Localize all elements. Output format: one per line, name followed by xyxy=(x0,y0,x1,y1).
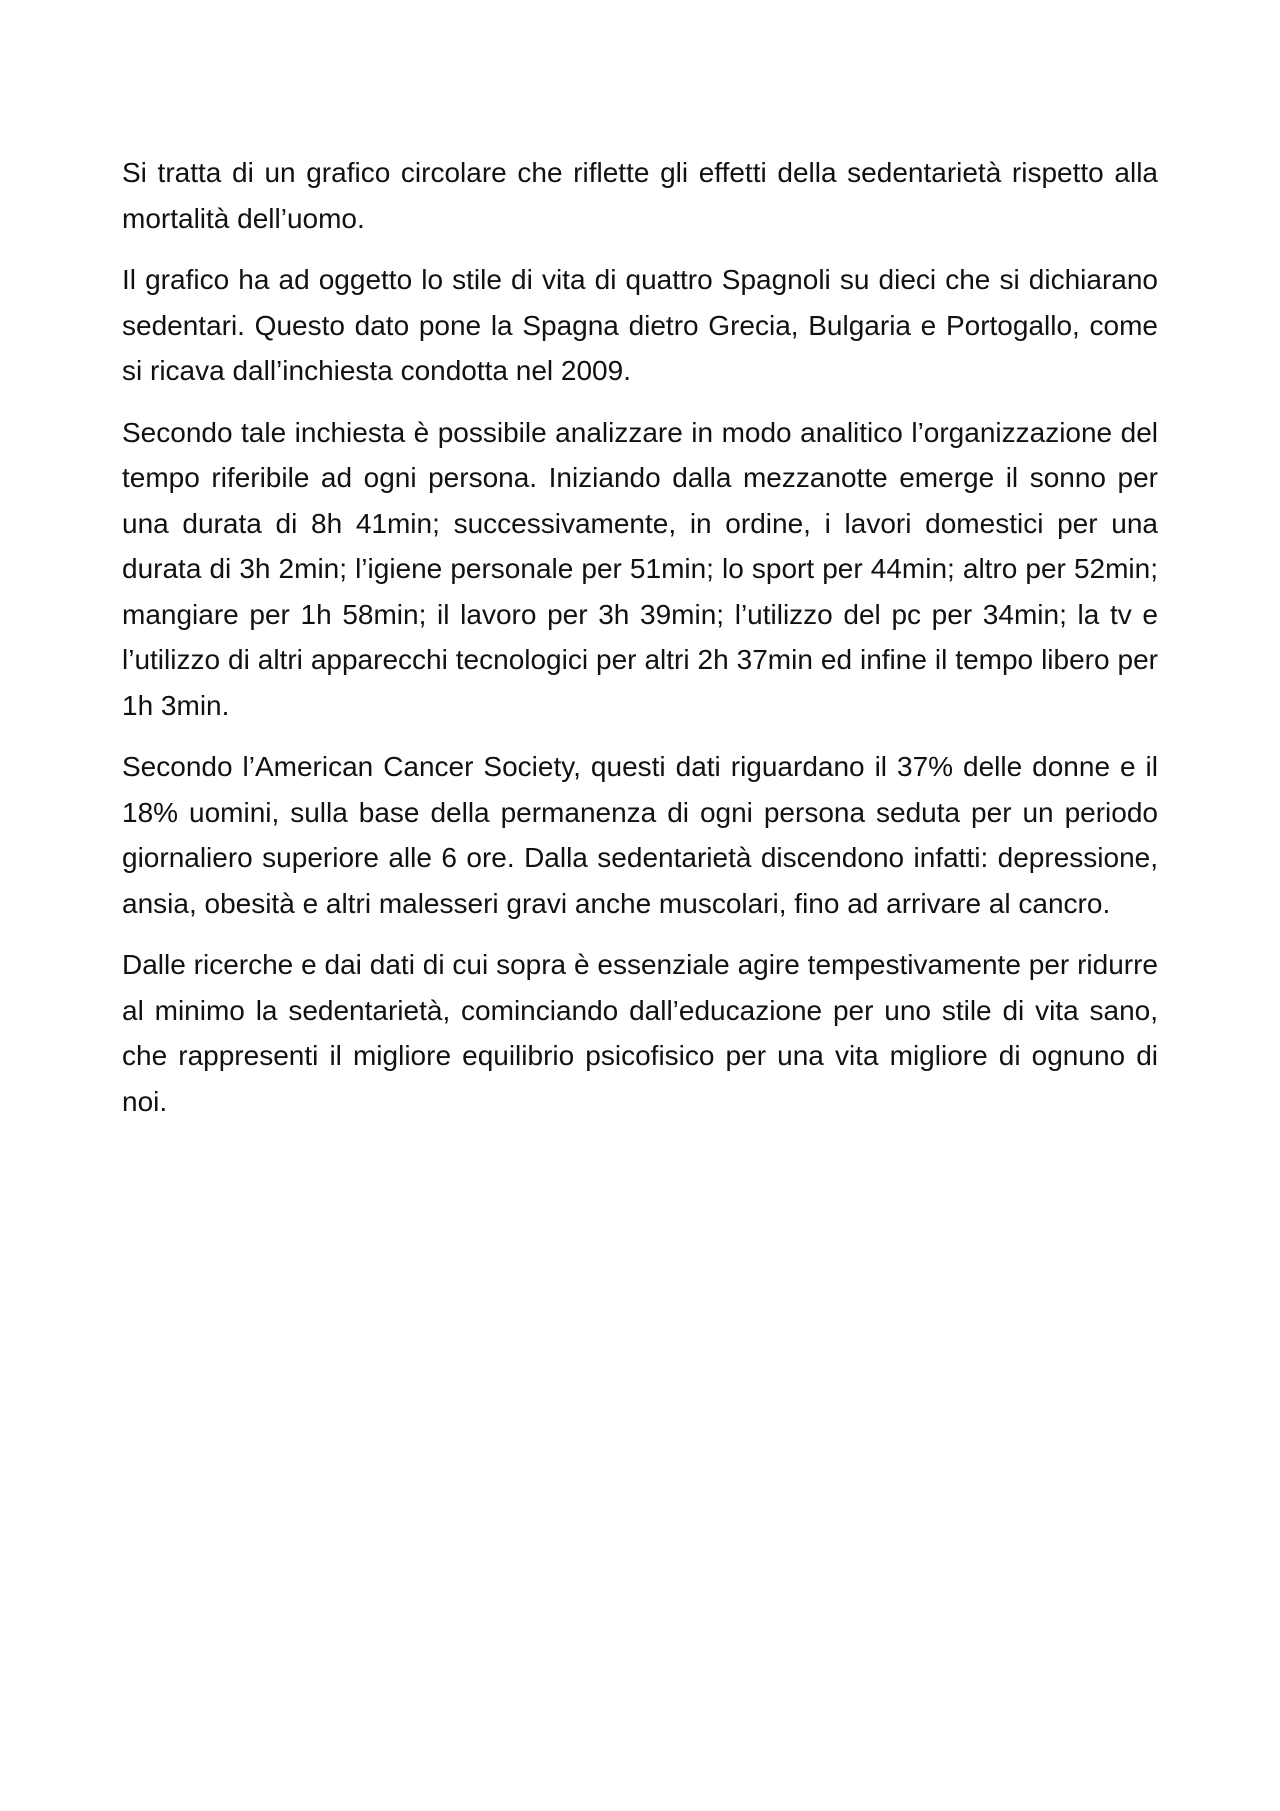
paragraph-time-organization: Secondo tale inchiesta è possibile analizzare in modo analitico l’organizzazione del tempo riferibile ad ogni persona. Iniziando dalla mezzanotte emerge il sonno per una durata di 8h 41min; successivamente, in ordine, i lavori domestici per una durata di 3h 2min; l’igiene personale per 51min; lo sport per 44min; altro per 52min; mangiare per 1h 58min; il lavoro per 3h 39min; l’utilizzo del pc per 34min; la tv e l’utilizzo di altri apparecchi tecnologici per altri 2h 37min ed infine il tempo libero per 1h 3min. xyxy=(122,416,1158,721)
paragraph-conclusion: Dalle ricerche e dai dati di cui sopra è essenziale agire tempestivamente per ridurre al minimo la sedentarietà, cominciando dall’educazione per uno stile di vita sano, che rappresenti il migliore equilibrio psicofisico per una vita migliore di ognuno di noi. xyxy=(122,949,1158,1117)
paragraph-spain-statistics: Il grafico ha ad oggetto lo stile di vita di quattro Spagnoli su dieci che si dichiarano sedentari. Questo dato pone la Spagna dietro Grecia, Bulgaria e Portogallo, come si ricava dall’inchiesta condotta nel 2009. xyxy=(122,264,1158,386)
paragraph-intro: Si tratta di un grafico circolare che riflette gli effetti della sedentarietà rispetto alla mortalità dell’uomo. xyxy=(122,157,1158,234)
paragraph-cancer-society: Secondo l’American Cancer Society, questi dati riguardano il 37% delle donne e il 18% uomini, sulla base della permanenza di ogni persona seduta per un periodo giornaliero superiore alle 6 ore. Dalla sedentarietà discendono infatti: depressione, ansia, obesità e altri malesseri gravi anche muscolari, fino ad arrivare al cancro. xyxy=(122,751,1158,919)
document-body xyxy=(122,150,1158,1140)
